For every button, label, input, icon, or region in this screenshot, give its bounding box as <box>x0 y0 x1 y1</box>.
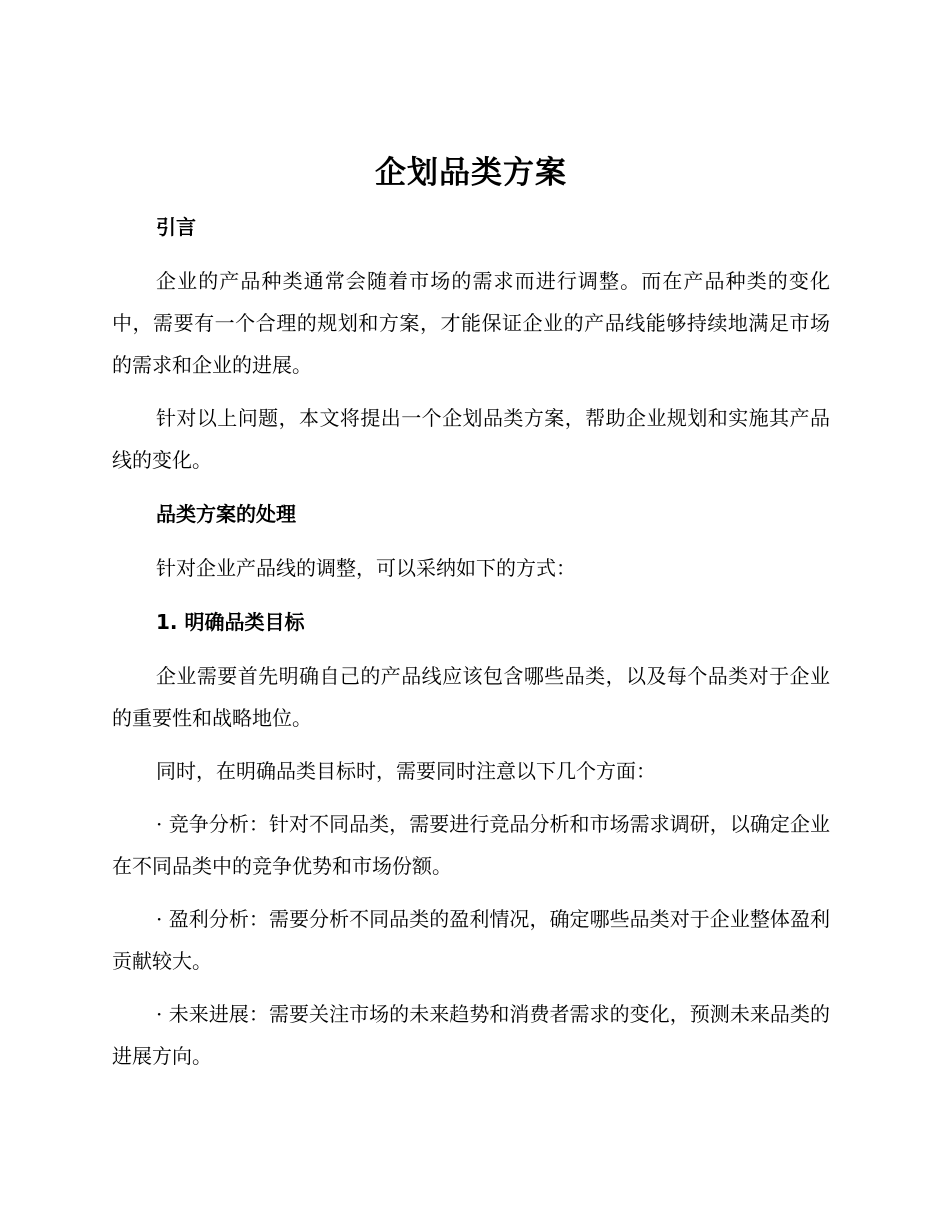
section-heading-process: 品类方案的处理 <box>156 502 296 526</box>
section-heading-step1: 1. 明确品类目标 <box>156 610 305 634</box>
paragraph-intro-1: 企业的产品种类通常会随着市场的需求而进行调整。而在产品种类的变化中，需要有一个合理的规划和方案，才能保证企业的产品线能够持续地满足市场的需求和企业的进展。 <box>112 269 830 377</box>
document-body <box>112 148 830 1077</box>
section-heading-intro: 引言 <box>156 215 196 239</box>
paragraph-step1-1: 企业需要首先明确自己的产品线应该包含哪些品类，以及每个品类对于企业的重要性和战略地位。 <box>112 664 830 730</box>
paragraph-intro-2: 针对以上问题，本文将提出一个企划品类方案，帮助企业规划和实施其产品线的变化。 <box>112 406 830 472</box>
bullet-future-development: · 未来进展：需要关注市场的未来趋势和消费者需求的变化，预测未来品类的进展方向。 <box>112 1002 830 1068</box>
paragraph-process-1: 针对企业产品线的调整，可以采纳如下的方式： <box>156 556 576 580</box>
paragraph-step1-2: 同时，在明确品类目标时，需要同时注意以下几个方面： <box>156 759 656 783</box>
bullet-profit-analysis: · 盈利分析：需要分析不同品类的盈利情况，确定哪些品类对于企业整体盈利贡献较大。 <box>112 907 830 973</box>
document-title: 企划品类方案 <box>375 155 567 191</box>
bullet-competition-analysis: · 竞争分析：针对不同品类，需要进行竞品分析和市场需求调研，以确定企业在不同品类中的竞争优势和市场份额。 <box>112 812 830 878</box>
